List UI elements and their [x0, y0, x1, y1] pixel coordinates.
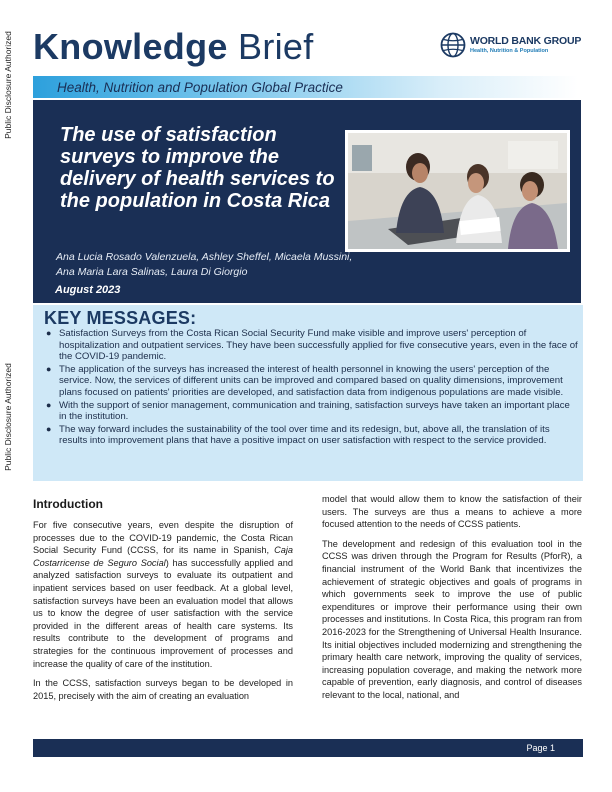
bullet-icon: ● — [46, 328, 52, 338]
brief-title: The use of satisfaction surveys to improve the delivery of health services to the population in Costa Rica — [60, 124, 335, 212]
practice-band — [33, 76, 578, 98]
body-paragraph-3: model that would allow them to know the satisfaction of their users. The surveys are thus a means to achieve a more focused attention to the needs of CCSS patients. — [322, 494, 582, 530]
key-messages-heading: KEY MESSAGES: — [44, 308, 197, 328]
page-footer — [33, 739, 583, 757]
intro-paragraph-1: For five consecutive years, even despite the disruption of processes due to the COVID-19 pandemic, the Costa Rican Social Security Fund (CCSS, for its name in Spanish, Caja Costarricense de Seguro Social) has successfully applied and analyzed satisfaction surveys to evaluate its outpatient and inpatient services based on user feedback. At a global level, satisfaction surveys have been an evaluation model that allows us to know the degree of user satisfaction with the service provided in the different areas of health care systems. Its results contribute to the development of programs and strategies for the continuous improvement of processes and increase the quality of care of the institution. — [33, 520, 293, 669]
key-message-item: ● The way forward includes the sustainability of the tool over time and its redesign, but, above all, the translation of its results into improvement plans that have a positive impact on user satisfaction with respect to the service provided. — [46, 423, 550, 447]
brief-authors: Ana Lucia Rosado Valenzuela, Ashley Sheffel, Micaela Mussini, Ana Maria Lara Salinas, Laura Di Giorgio — [56, 251, 353, 278]
world-bank-logo — [440, 32, 590, 60]
key-message-item: ● Satisfaction Surveys from the Costa Rican Social Security Fund make visible and improve users' perception of hospitalization and outpatient services. They have been successfully applied for five consecutive years, even in the face of the COVID-19 pandemic. — [46, 328, 578, 363]
key-messages-box — [33, 305, 583, 481]
globe-icon — [440, 32, 466, 58]
title-bold: Knowledge — [33, 26, 228, 67]
left-column — [33, 493, 293, 709]
logo-subtitle: Health, Nutrition & Population — [470, 48, 549, 54]
hero-panel — [33, 100, 581, 303]
key-messages-list — [44, 328, 578, 448]
page-number: Page 1 — [526, 743, 555, 753]
body-paragraph-4: The development and redesign of this evaluation tool in the CCSS was driven through the Program for Results (PforR), a financial instrument of the World Bank that incentivizes the achievement of strategic objectives and goals of programs in which governments seek to improve the use of public expenditures or improve their performance using their own processes and institutions. In Costa Rica, this program ran from 2016-2023 for the Strengthening of Universal Health Insurance. Its initial objectives included modernizing and strengthening the primary health care network, improving the quality of services, increasing population coverage, and making the network more capable of prevention, early diagnosis, and control of diseases relevant to the local, national, and — [322, 538, 582, 700]
bullet-icon: ● — [46, 399, 52, 410]
key-message-item: ● With the support of senior management, communication and training, satisfaction surveys have taken an important place in the institution. — [46, 399, 570, 423]
key-message-item: ● The application of the surveys has increased the interest of health personnel in knowing the users' perception of the service. Now, the services of different units can be improved and compared based on quality dimensions, improvement plans focused on patients' priorities are developed, and satisfaction data from indigenous populations are made visible. — [46, 363, 564, 398]
introduction-heading: Introduction — [33, 497, 103, 511]
title-light: Brief — [238, 26, 314, 67]
intro-paragraph-2: In the CCSS, satisfaction surveys began to be developed in 2015, precisely with the aim of creating an evaluation — [33, 678, 293, 701]
bullet-icon: ● — [46, 423, 52, 434]
right-column — [322, 493, 582, 709]
cover-photo — [345, 130, 570, 252]
document-title — [33, 26, 314, 68]
practice-name: Health, Nutrition and Population Global Practice — [57, 80, 343, 95]
logo-name: WORLD BANK GROUP — [470, 35, 582, 47]
brief-date: August 2023 — [55, 284, 121, 296]
disclosure-label-top: Public Disclosure Authorized — [3, 31, 13, 139]
bullet-icon: ● — [46, 363, 52, 374]
disclosure-label-bottom: Public Disclosure Authorized — [3, 363, 13, 471]
